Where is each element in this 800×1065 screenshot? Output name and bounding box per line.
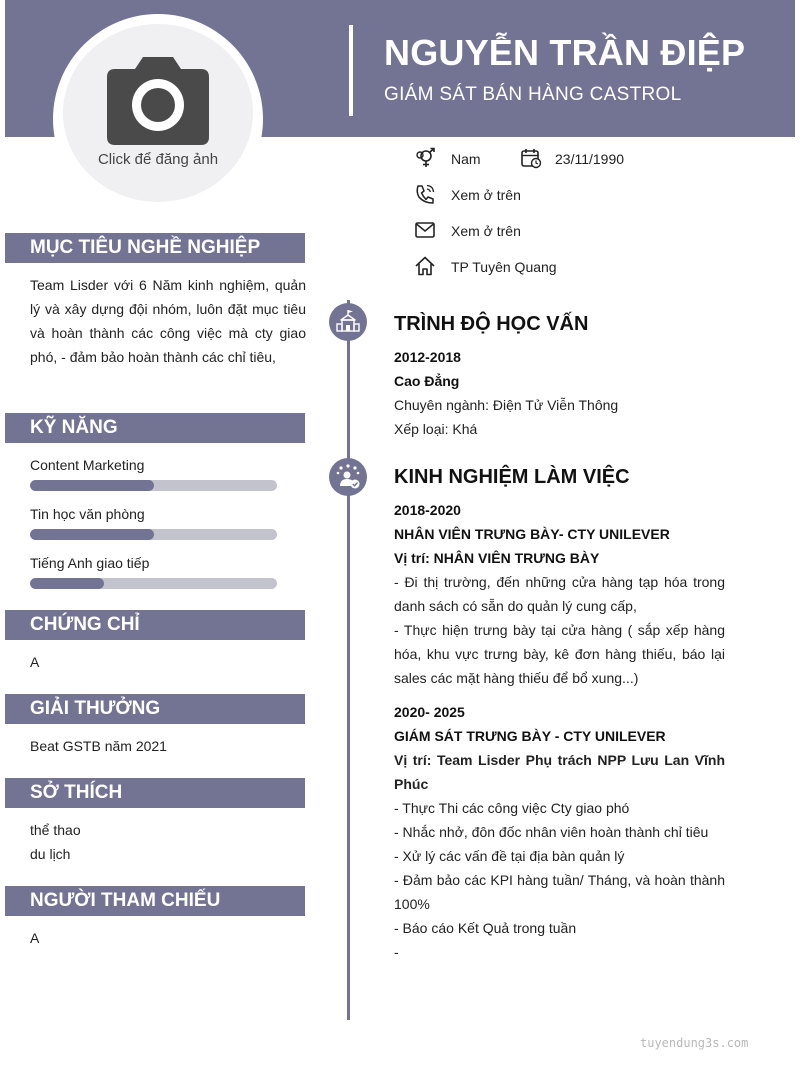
references-heading-label: NGƯỜI THAM CHIẾU <box>30 890 221 911</box>
contact-email: Xem ở trên <box>451 223 521 239</box>
job-company: NHÂN VIÊN TRƯNG BÀY- CTY UNILEVER <box>394 526 670 542</box>
job-duty: - <box>394 944 399 960</box>
timeline-line <box>347 300 350 1020</box>
skill-bar-fill <box>30 529 154 540</box>
job-position: Vị trí: NHÂN VIÊN TRƯNG BÀY <box>394 550 600 566</box>
job-period: 2020- 2025 <box>394 704 465 720</box>
skills-heading <box>5 413 305 443</box>
camera-icon <box>105 55 211 147</box>
awards-heading <box>5 694 305 724</box>
candidate-job-title: GIÁM SÁT BÁN HÀNG CASTROL <box>384 84 682 105</box>
skill-label: Tin học văn phòng <box>30 506 145 522</box>
skill-bar <box>30 529 277 540</box>
job-period: 2018-2020 <box>394 502 461 518</box>
school-icon <box>329 303 367 341</box>
contact-gender: Nam <box>451 151 481 167</box>
awards-text: Beat GSTB năm 2021 <box>30 738 167 754</box>
home-icon <box>414 255 436 277</box>
skill-label: Content Marketing <box>30 457 145 473</box>
certificates-heading <box>5 610 305 640</box>
contact-birthday: 23/11/1990 <box>555 151 625 167</box>
job-duty: - Xử lý các vấn đề tại địa bàn quản lý <box>394 848 625 864</box>
education-school: Cao Đẳng <box>394 373 460 389</box>
gender-icon <box>414 147 436 169</box>
education-heading: TRÌNH ĐỘ HỌC VẤN <box>394 313 589 335</box>
hobbies-heading <box>5 778 305 808</box>
hobby-item: thể thao <box>30 822 81 838</box>
job-position: Vị trí: Team Lisder Phụ trách NPP Lưu Lan Vĩnh Phúc <box>394 752 725 792</box>
calendar-icon <box>520 147 542 169</box>
skill-bar <box>30 578 277 589</box>
hobby-item: du lịch <box>30 846 71 862</box>
references-heading <box>5 886 305 916</box>
phone-icon <box>414 183 436 205</box>
contact-phone: Xem ở trên <box>451 187 521 203</box>
team-star-icon <box>329 458 367 496</box>
education-period: 2012-2018 <box>394 349 461 365</box>
job-duty: - Thực hiện trưng bày tại cửa hàng ( sắp xếp hàng hóa, khu vực trưng bày, kê đơn hàng thiếu, báo lại sales các mặt hàng thiếu để bổ xung...) <box>394 622 725 686</box>
candidate-name: NGUYỄN TRẦN ĐIỆP <box>384 32 746 73</box>
experience-icon <box>329 458 367 496</box>
job-duty: - Nhắc nhở, đôn đốc nhân viên hoàn thành chỉ tiêu <box>394 824 709 840</box>
education-major: Chuyên ngành: Điện Tử Viễn Thông <box>394 397 619 413</box>
photo-caption: Click để đăng ảnh <box>97 151 219 168</box>
job-company: GIÁM SÁT TRƯNG BÀY - CTY UNILEVER <box>394 728 666 744</box>
references-text: A <box>30 930 40 946</box>
job-duty: - Báo cáo Kết Quả trong tuần <box>394 920 577 936</box>
objective-heading <box>5 233 305 263</box>
hobbies-heading-label: SỞ THÍCH <box>30 782 123 803</box>
experience-heading: KINH NGHIỆM LÀM VIỆC <box>394 466 630 488</box>
objective-text: Team Lisder với 6 Năm kinh nghiệm, quản lý và xây dựng đội nhóm, luôn đặt mục tiêu và hoàn thành các công việc mà cty giao phó, - đảm bảo hoàn thành các chỉ tiêu, <box>30 277 306 365</box>
skill-bar-fill <box>30 578 104 589</box>
objective-heading-label: MỤC TIÊU NGHỀ NGHIỆP <box>30 237 261 258</box>
email-icon <box>414 219 436 241</box>
watermark: tuyendung3s.com <box>640 1036 749 1050</box>
certificates-text: A <box>30 654 40 670</box>
job-duty: - Đảm bảo các KPI hàng tuần/ Tháng, và hoàn thành 100% <box>394 872 725 912</box>
job-duty: - Thực Thi các công việc Cty giao phó <box>394 800 630 816</box>
education-icon <box>329 303 367 341</box>
skills-heading-label: KỸ NĂNG <box>30 417 118 438</box>
education-grade: Xếp loại: Khá <box>394 421 478 437</box>
skill-label: Tiếng Anh giao tiếp <box>30 555 150 571</box>
job-duty: - Đi thị trường, đến những cửa hàng tạp hóa trong danh sách có sẵn do quản lý cung cấp, <box>394 574 725 614</box>
contact-address: TP Tuyên Quang <box>451 259 557 275</box>
skill-bar <box>30 480 277 491</box>
awards-heading-label: GIẢI THƯỞNG <box>30 698 161 719</box>
header-divider <box>349 25 353 116</box>
certificates-heading-label: CHỨNG CHỈ <box>30 614 140 635</box>
photo-upload[interactable] <box>63 24 253 202</box>
skill-bar-fill <box>30 480 154 491</box>
